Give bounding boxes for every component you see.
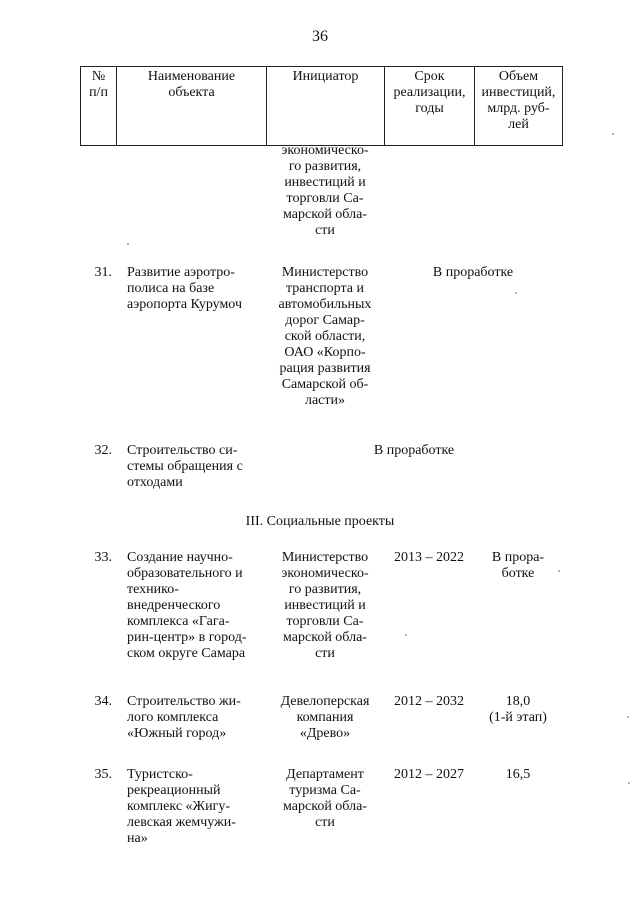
header-name: Наименование объекта (117, 67, 267, 146)
scan-speck (558, 570, 560, 572)
header-term: Срок реализации, годы (385, 67, 475, 146)
row-35-name: Туристско- рекреационный комплекс «Жигу- левская жемчужи- на» (127, 767, 236, 846)
row-33-name: Создание научно- образовательного и технико- внедренческого комплекса «Гага- рин-центр» в город- ском округе Самара (127, 550, 247, 661)
row-33-term: 2013 – 2022 (394, 550, 464, 565)
page-number: 36 (312, 28, 328, 45)
section-title: III. Социальные проекты (245, 514, 395, 529)
row-31-name: Развитие аэротро- полиса на базе аэропорта Курумоч (127, 265, 242, 312)
header-investment: Объем инвестиций, млрд. руб- лей (475, 67, 563, 146)
row-32-num: 32. (94, 443, 112, 458)
row-33-num: 33. (94, 550, 112, 565)
table-header (80, 66, 563, 146)
header-initiator: Инициатор (267, 67, 385, 146)
row-34-initiator: Девелоперская компания «Древо» (280, 694, 370, 741)
row-34-name: Строительство жи- лого комплекса «Южный город» (127, 694, 241, 741)
row-34-num: 34. (94, 694, 112, 709)
header-num: № п/п (81, 67, 117, 146)
scan-speck (405, 634, 407, 636)
row-32-name: Строительство си- стемы обращения с отходами (127, 443, 243, 490)
scan-speck (628, 782, 630, 784)
row-35-term: 2012 – 2027 (394, 767, 464, 782)
row-35-initiator: Департамент туризма Са- марской обла- сти (283, 767, 367, 830)
row-34-investment: 18,0 (1-й этап) (489, 694, 547, 725)
scan-speck (127, 243, 129, 245)
row-32-status: В проработке (373, 443, 455, 458)
row-33-initiator: Министерство экономическо- го развития, инвестиций и торговли Са- марской обла- сти (281, 550, 369, 661)
row-31-status: В проработке (432, 265, 514, 280)
row-31-num: 31. (94, 265, 112, 280)
header-row (81, 67, 563, 146)
row-35-num: 35. (94, 767, 112, 782)
scan-speck (612, 133, 614, 135)
continuation-initiator: экономическо- го развития, инвестиций и торговли Са- марской обла- сти (281, 143, 369, 238)
scan-speck (515, 292, 517, 294)
row-35-investment: 16,5 (505, 767, 531, 782)
row-31-initiator: Министерство транспорта и автомобильных дорог Самар- ской области, ОАО «Корпо- рация развития Самарской об- ласти» (278, 265, 372, 408)
row-34-term: 2012 – 2032 (394, 694, 464, 709)
scan-speck (627, 716, 629, 718)
row-33-investment: В прора- ботке (491, 550, 545, 581)
